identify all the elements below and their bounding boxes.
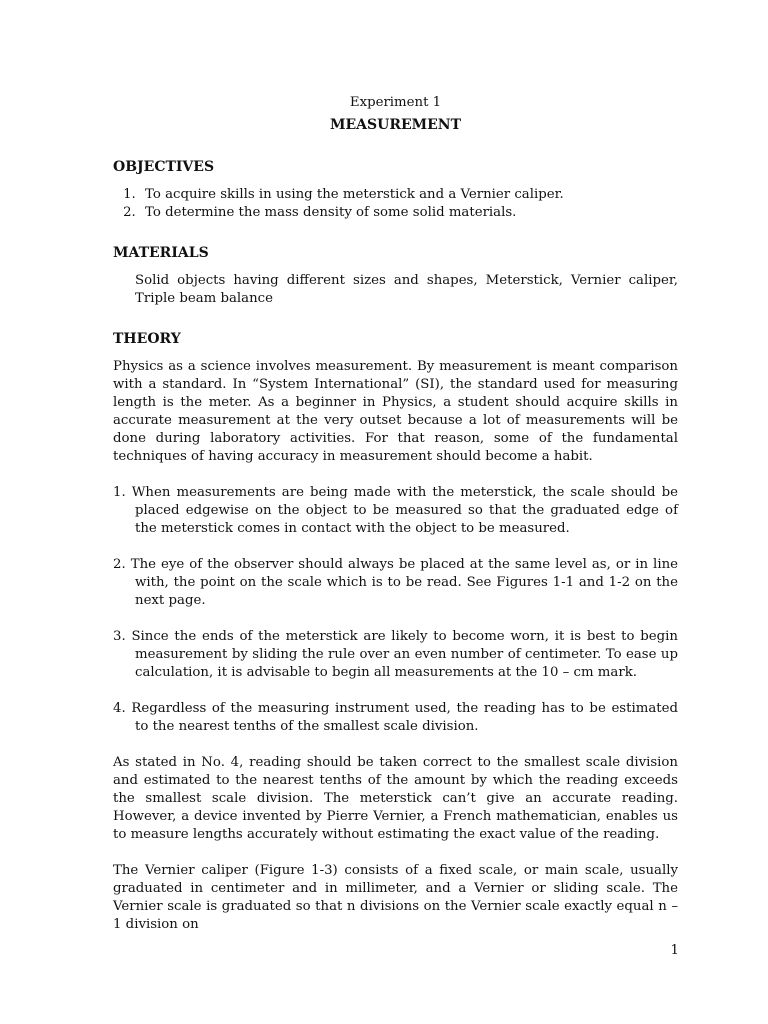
theory-intro: Physics as a science involves measurement. By measurement is meant comparison with a standard. In “System International” (SI), the standard used for measuring length is the meter. As a beginner in Physics, a student should acquire skills in accurate measurement at the very outset because a lot of measurements will be done during laboratory activities. For that reason, some of the fundamental techniques of having accuracy in measurement should become a habit. (113, 359, 678, 464)
theory-item: 3. Since the ends of the meterstick are likely to become worn, it is best to begin measurement by sliding the rule over an even number of centimeter. To ease up calculation, it is advisable to begin all measurements at the 10 – cm mark. (113, 629, 678, 680)
page-content (113, 94, 678, 952)
theory-item: 1. When measurements are being made with the meterstick, the scale should be placed edgewise on the object to be measured so that the graduated edge of the meterstick comes in contact with the object to be measured. (113, 485, 678, 536)
experiment-number: Experiment 1 (349, 95, 442, 110)
theory-item: 2. The eye of the observer should always be placed at the same level as, or in line with, the point on the scale which is to be read. See Figures 1-1 and 1-2 on the next page. (113, 557, 678, 608)
theory-paragraph-2: As stated in No. 4, reading should be taken correct to the smallest scale division and estimated to the nearest tenths of the amount by which the reading exceeds the smallest scale division. The meterstick can’t give an accurate reading. However, a device invented by Pierre Vernier, a French mathematician, enables us to measure lengths accurately without estimating the exact value of the reading. (113, 755, 678, 842)
document-title: MEASUREMENT (329, 117, 462, 133)
objectives-list (113, 186, 678, 222)
theory-paragraph-3: The Vernier caliper (Figure 1-3) consists of a fixed scale, or main scale, usually graduated in centimeter and in millimeter, and a Vernier or sliding scale. The Vernier scale is graduated so that n divisions on the Vernier scale exactly equal n – 1 division on (113, 863, 678, 932)
materials-text: Solid objects having different sizes and shapes, Meterstick, Vernier caliper, Triple beam balance (135, 273, 678, 306)
objective-item: 2. To determine the mass density of some solid materials. (140, 204, 678, 222)
objective-item: 1. To acquire skills in using the meterstick and a Vernier caliper. (140, 186, 678, 204)
theory-item: 4. Regardless of the measuring instrument used, the reading has to be estimated to the nearest tenths of the smallest scale division. (113, 701, 678, 734)
objectives-heading: OBJECTIVES (113, 159, 215, 175)
theory-heading: THEORY (113, 331, 181, 347)
page-number: 1 (670, 943, 679, 958)
materials-heading: MATERIALS (113, 245, 209, 261)
